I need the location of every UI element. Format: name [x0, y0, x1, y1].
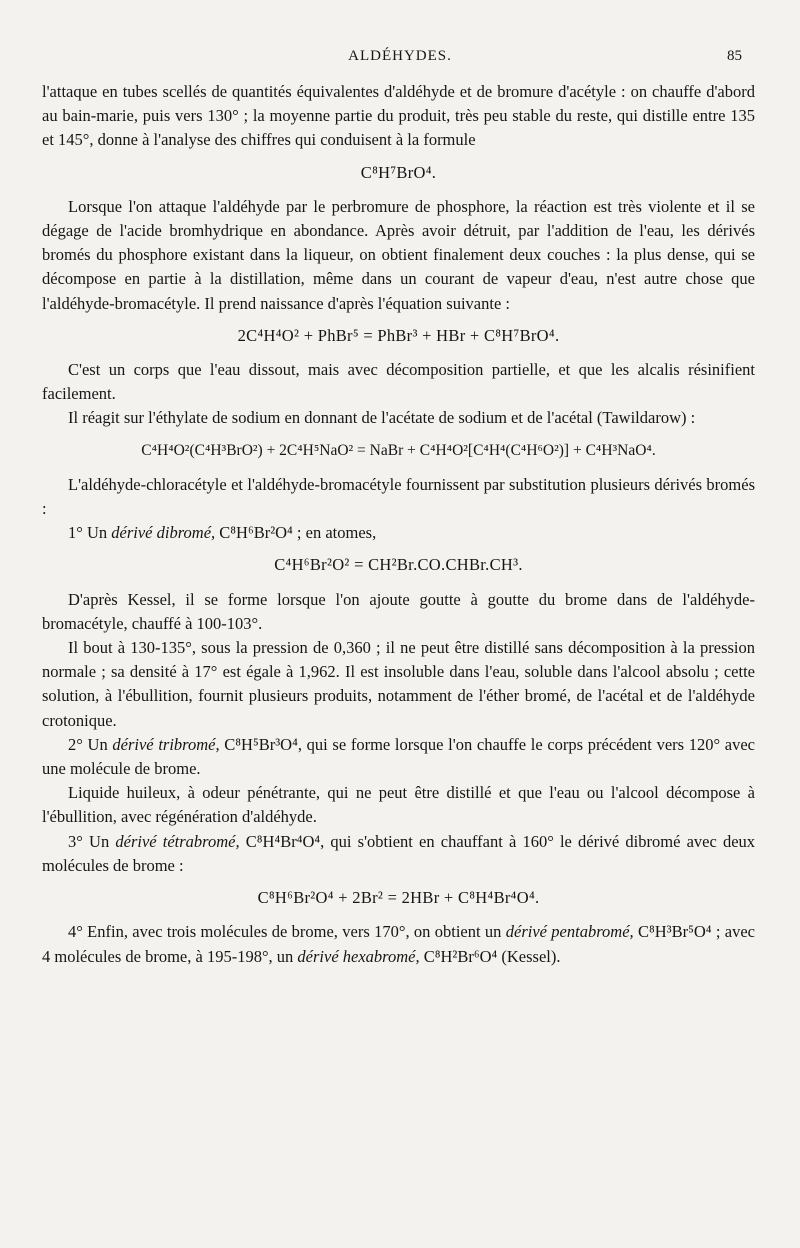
item-term: dérivé tribromé, — [112, 734, 220, 754]
item-label: Un — [89, 831, 110, 851]
formula-5: C⁸H⁶Br²O⁴ + 2Br² = 2HBr + C⁸H⁴Br⁴O⁴. — [257, 888, 540, 908]
page-number: 85 — [727, 48, 742, 64]
item-term: dérivé pentabromé, — [505, 922, 634, 942]
item-text: C⁸H⁴Br⁴O⁴, qui s'obtient en chauffant à 160° le dérivé dibromé avec deux molécules de brome : — [42, 831, 756, 875]
item-text: 4° Enfin, avec trois molécules de brome, vers 170°, on obtient un — [68, 922, 502, 942]
item-number: 3° — [68, 831, 83, 851]
item-number: 1° — [68, 523, 83, 543]
item-term: dérivé tétrabromé, — [115, 831, 240, 851]
paragraph-7: D'après Kessel, il se forme lorsque l'on ajoute goutte à goutte du brome dans de l'aldéhyde-bromacétyle, chauffé à 100-103°. — [42, 589, 755, 633]
paragraph-11 — [42, 830, 755, 878]
running-title: ALDÉHYDES. — [348, 48, 452, 64]
running-head — [0, 46, 800, 68]
item-text: C⁸H³Br⁵O⁴ ; avec 4 molécules de brome, à 195-198°, un — [42, 922, 755, 966]
paragraph-2: Lorsque l'on attaque l'aldéhyde par le perbromure de phosphore, la réaction est très violente et il se dégage de l'acide bromhydrique en abondance. Après avoir détruit, par l'addition de l'eau, les dérivés bromés du phosphore existant dans la liqueur, on obtient finalement deux couches : la plus dense, qui se décompose en partie à la distillation, même dans un courant de vapeur d'eau, n'est autre chose que l'aldéhyde-bromacétyle. Il prend naissance d'après l'équation suivante : — [42, 196, 755, 313]
paragraph-12 — [42, 920, 755, 968]
item-number: 2° — [68, 734, 83, 754]
paragraph-10: Liquide huileux, à odeur pénétrante, qui ne peut être distillé et que l'eau ou l'alcool décompose à l'ébullition, avec régénération d'aldéhyde. — [42, 783, 755, 827]
item-text: C⁸H⁶Br²O⁴ ; en atomes, — [219, 523, 377, 543]
paragraph-3: C'est un corps que l'eau dissout, mais avec décomposition partielle, et que les alcalis résinifient facilement. — [42, 360, 755, 404]
item-term: dérivé hexabromé, — [297, 946, 420, 966]
formula-1: C⁸H⁷BrO⁴. — [360, 162, 437, 182]
paragraph-5: L'aldéhyde-chloracétyle et l'aldéhyde-bromacétyle fournissent par substitution plusieurs dérivés bromés : — [42, 474, 755, 519]
formula-4: C⁴H⁶Br²O² = CH²Br.CO.CHBr.CH³. — [274, 555, 523, 575]
item-label: Un — [86, 523, 108, 543]
item-text: C⁸H⁵Br³O⁴, qui se forme lorsque l'on chauffe le corps précédent vers 120° avec une molécule de brome. — [42, 734, 756, 779]
body-text — [42, 80, 755, 969]
paragraph-4: Il réagit sur l'éthylate de sodium en donnant de l'acétate de sodium et de l'acétal (Tawildarow) : — [68, 408, 696, 428]
formula-2: 2C⁴H⁴O² + PhBr⁵ = PhBr³ + HBr + C⁸H⁷BrO⁴. — [237, 325, 560, 345]
formula-3: C⁴H⁴O²(C⁴H³BrO²) + 2C⁴H⁵NaO² = NaBr + C⁴H⁴O²[C⁴H⁴(C⁴H⁶O²)] + C⁴H³NaO⁴. — [141, 441, 656, 459]
paragraph-9 — [42, 733, 755, 781]
item-text: C⁸H²Br⁶O⁴ (Kessel). — [423, 946, 561, 966]
paragraph-8: Il bout à 130-135°, sous la pression de 0,360 ; il ne peut être distillé sans décomposition à la pression normale ; sa densité à 17° est égale à 1,962. Il est insoluble dans l'eau, soluble dans l'alcool absolu ; cette solution, à l'ébullition, fournit plusieurs produits, notamment de l'éther bromé, de l'acétal et de l'aldéhyde crotonique. — [42, 638, 755, 730]
item-term: dérivé dibromé, — [111, 523, 216, 543]
item-label: Un — [87, 734, 108, 754]
paragraph-6 — [42, 521, 755, 545]
paragraph-1: l'attaque en tubes scellés de quantités équivalentes d'aldéhyde et de bromure d'acétyle : on chauffe d'abord au bain-marie, puis vers 130° ; la moyenne partie du produit, très peu stable du reste, qui distille entre 135 et 145°, donne à l'analyse des chiffres qui conduisent à la formule — [42, 82, 755, 150]
